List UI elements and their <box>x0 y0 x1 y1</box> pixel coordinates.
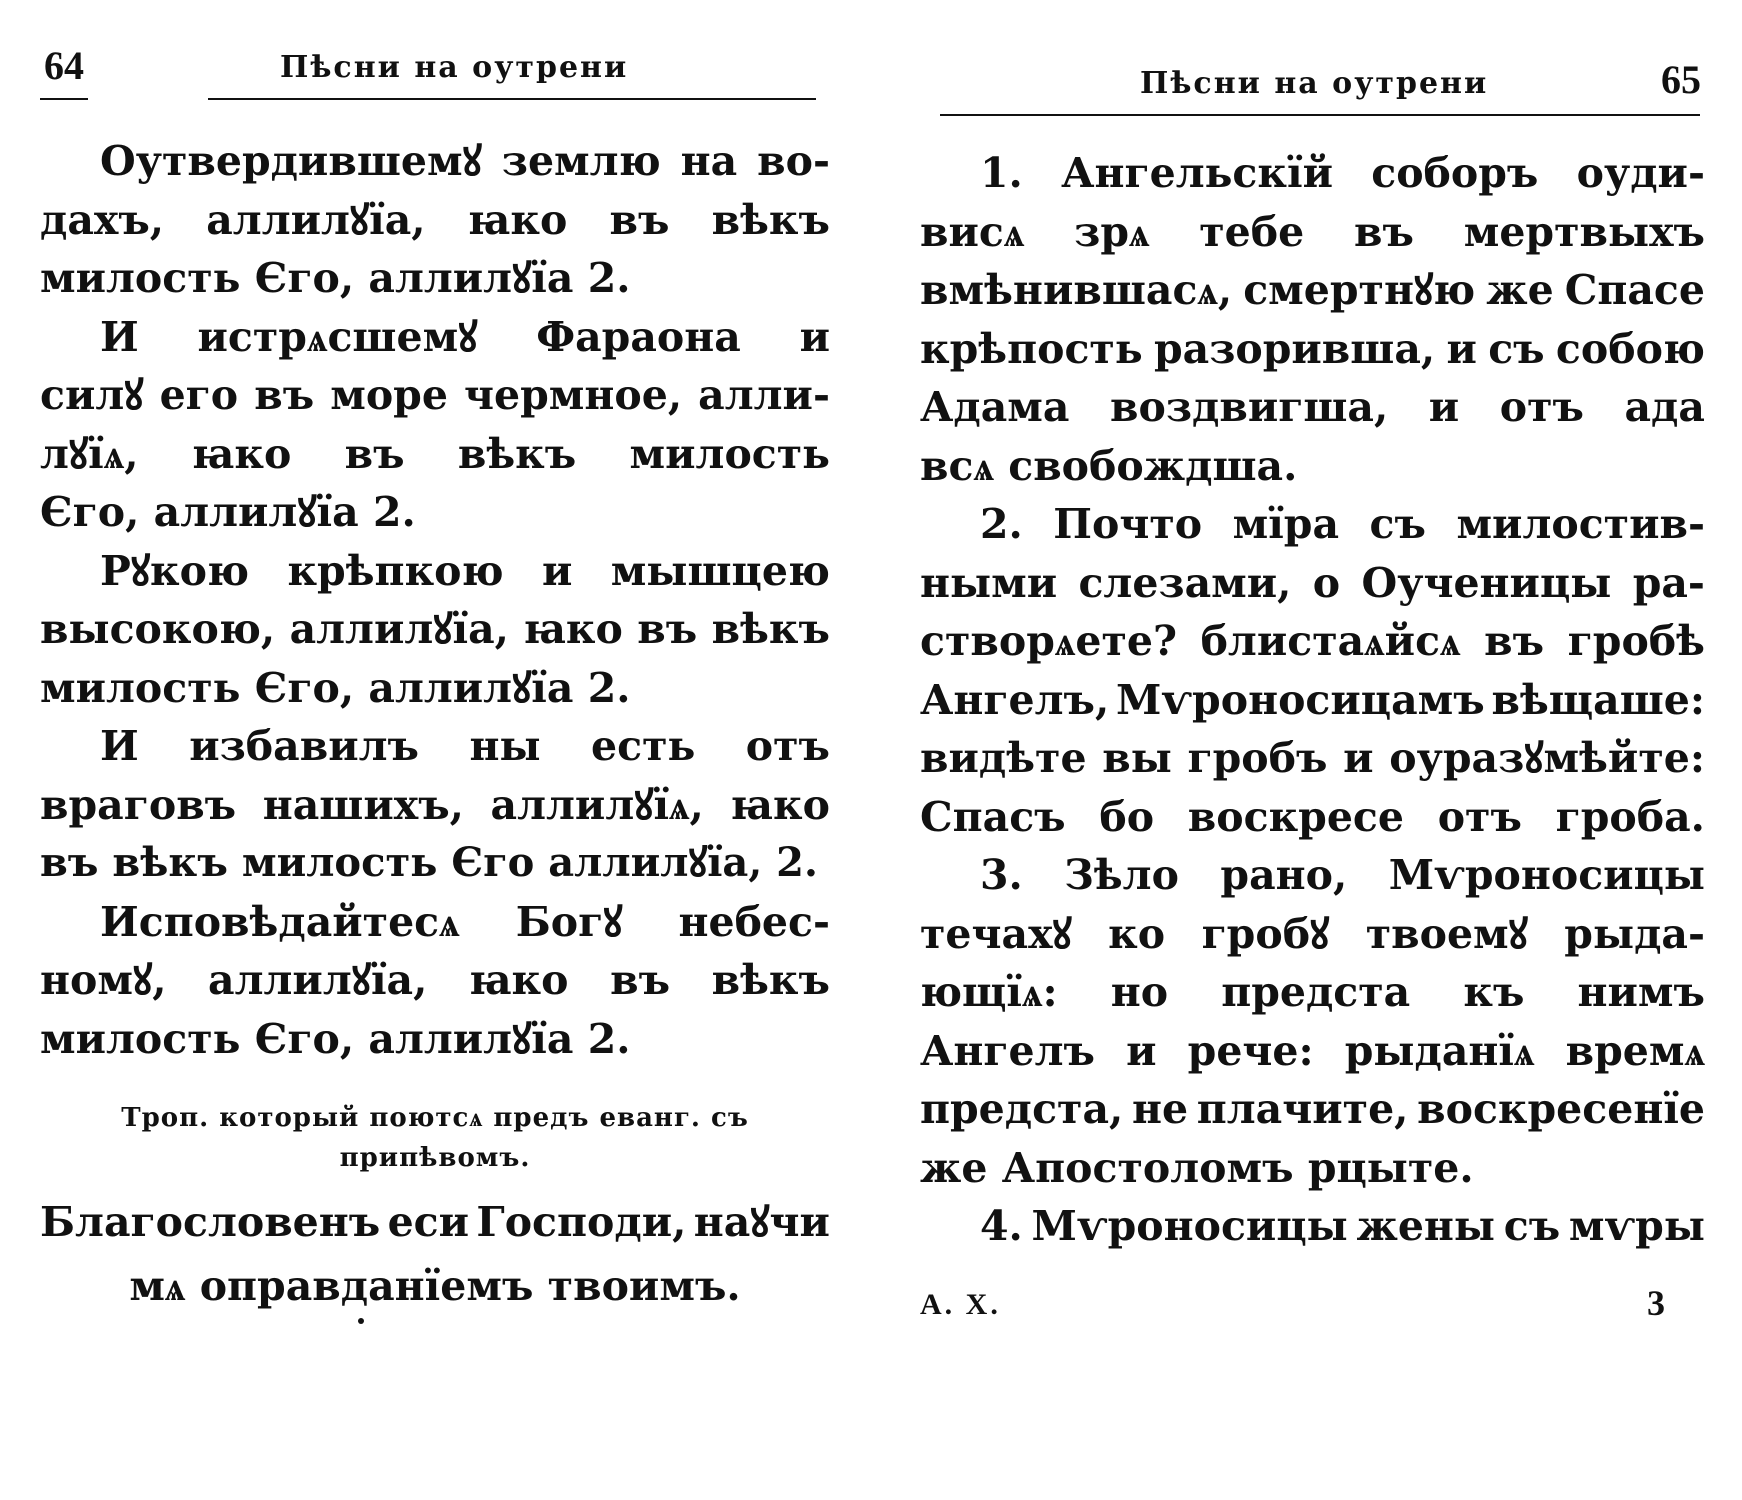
word: на <box>680 137 738 185</box>
word: рыда- <box>1564 909 1705 958</box>
word: милостив- <box>1456 500 1705 548</box>
word: гробꙋ <box>1201 909 1330 958</box>
text-line-content: всѧ свобождша. <box>920 441 1298 490</box>
word: нимъ <box>1577 968 1705 1016</box>
word: предста <box>1221 968 1411 1016</box>
text-line <box>920 846 1705 905</box>
text-line-content <box>40 191 830 250</box>
word: смертнꙋю <box>1243 266 1476 314</box>
text-line <box>920 905 1705 964</box>
text-line-content <box>100 893 830 952</box>
word: Мѵроносицамъ <box>1115 675 1485 724</box>
text-line-content <box>40 776 830 835</box>
word: номꙋ, <box>40 956 167 1004</box>
text-line-content <box>40 366 830 425</box>
word: вѣщаше: <box>1491 675 1705 724</box>
word: съ <box>1503 1202 1561 1250</box>
word: и <box>1343 734 1374 782</box>
text-line-content <box>40 1190 830 1254</box>
word: лꙋїѧ, <box>40 429 139 478</box>
text-line-content: милость Єго, аллилꙋїа 2. <box>40 254 631 302</box>
printer-dot <box>358 1318 364 1324</box>
word: въ <box>254 371 315 419</box>
word: есть <box>591 722 696 770</box>
word: ꙗко <box>730 780 830 829</box>
word: бо <box>1099 792 1155 841</box>
word: разорившa, <box>1153 324 1436 373</box>
word: и <box>1428 383 1460 431</box>
text-line <box>920 261 1705 320</box>
text-line-content <box>920 1022 1705 1081</box>
text-line <box>40 600 830 659</box>
text-line-content <box>920 905 1705 964</box>
word: аллилꙋїа, <box>208 956 428 1004</box>
word: течахꙋ <box>920 909 1072 958</box>
word: чермное, <box>464 371 683 419</box>
word: Благословенъ <box>40 1198 381 1246</box>
word: Господи, <box>476 1198 687 1246</box>
word: зрѧ <box>1074 207 1150 256</box>
word: Оученицы <box>1361 558 1612 607</box>
text-line <box>40 366 830 425</box>
right-page <box>920 0 1705 1500</box>
text-line-content: мѧ оправданїемъ твоимъ. <box>129 1262 741 1310</box>
text-line-content <box>100 717 830 776</box>
word: милость <box>629 429 830 478</box>
word: рече: <box>1187 1026 1314 1075</box>
word: въ <box>637 605 698 653</box>
text-line-content <box>920 320 1705 379</box>
text-line-content <box>920 1080 1705 1139</box>
word: Спасъ <box>920 792 1066 841</box>
word: въ <box>1484 617 1545 665</box>
text-line-content <box>920 963 1705 1022</box>
word: предста, <box>920 1085 1124 1133</box>
text-line <box>920 144 1705 203</box>
word: ꙗко <box>468 956 569 1004</box>
word: море <box>330 371 448 419</box>
text-line-content <box>920 203 1705 262</box>
word: Мѵроносицы <box>1031 1202 1348 1250</box>
word: ра- <box>1632 558 1705 607</box>
text-line <box>920 1022 1705 1081</box>
word: мїра <box>1232 500 1340 548</box>
word: видѣте <box>920 734 1087 782</box>
word: во- <box>757 137 830 185</box>
word: небес- <box>678 897 830 946</box>
word: и <box>1126 1026 1157 1075</box>
text-line <box>40 1010 830 1069</box>
word: Рꙋкою <box>100 546 250 595</box>
text-line-content: милость Єго, аллилꙋїа 2. <box>40 1014 631 1063</box>
word: крѣпость <box>920 324 1143 373</box>
text-line <box>40 132 830 191</box>
troparion-rubric <box>80 1098 790 1178</box>
word: еси <box>387 1198 470 1246</box>
word: 1. <box>980 149 1023 197</box>
text-line-content: милость Єго, аллилꙋїа 2. <box>40 663 631 712</box>
text-line <box>920 671 1705 730</box>
word: 2. <box>980 500 1023 548</box>
word: гроба. <box>1555 792 1705 841</box>
sheet-number: 3 <box>1647 1283 1665 1323</box>
word: мышцею <box>610 546 830 595</box>
text-line-content <box>920 788 1705 847</box>
left-body-text <box>40 132 830 1068</box>
word: въ <box>1354 207 1414 256</box>
text-line-content <box>920 671 1705 730</box>
word: Фараона <box>536 312 741 361</box>
word: съ <box>1488 324 1545 373</box>
word: мертвыхъ <box>1463 207 1705 256</box>
rubric-line: Троп. который поютсѧ предъ еванг. съ <box>121 1103 749 1133</box>
word: его <box>159 371 239 419</box>
word: оуди- <box>1576 149 1705 197</box>
word: собою <box>1555 324 1705 373</box>
word: избавилъ <box>189 722 419 770</box>
left-page <box>40 0 830 1500</box>
text-line <box>920 788 1705 847</box>
text-line <box>40 893 830 952</box>
text-line-content <box>100 542 830 601</box>
word: 4. <box>980 1202 1023 1250</box>
word: не <box>1131 1085 1189 1133</box>
word: Исповѣдайтесѧ <box>100 897 460 946</box>
text-line-content <box>40 600 830 659</box>
word: Мѵроносицы <box>1388 851 1705 899</box>
word: Ангельскїй <box>1061 149 1333 197</box>
word: ны <box>469 722 541 770</box>
word: створѧете? <box>920 617 1177 665</box>
word: времѧ <box>1565 1026 1705 1075</box>
right-body-text <box>920 144 1705 1256</box>
text-line-content <box>980 495 1705 554</box>
text-line <box>40 834 830 893</box>
text-line <box>920 1080 1705 1139</box>
word: ꙗко <box>191 429 292 478</box>
word: отъ <box>745 722 830 770</box>
word: И <box>100 312 139 361</box>
text-line <box>40 483 830 542</box>
word: Зѣло <box>1064 851 1179 899</box>
word: воскресенїе <box>1417 1085 1705 1133</box>
word: съ <box>1369 500 1426 548</box>
word: вмѣнившасѧ, <box>920 266 1233 314</box>
word: алли- <box>698 371 830 419</box>
text-line-content <box>980 144 1705 203</box>
word: въ <box>609 195 670 244</box>
word: блистаѧйсѧ <box>1200 617 1461 665</box>
word: Оутвердившемꙋ <box>100 137 482 185</box>
text-line <box>40 425 830 484</box>
word: ада <box>1624 383 1705 431</box>
word: враговъ <box>40 780 237 829</box>
word: отъ <box>1499 383 1584 431</box>
right-footer <box>920 1282 1705 1328</box>
word: воздвигша, <box>1110 383 1389 431</box>
word: гробъ <box>1187 734 1328 782</box>
text-line <box>920 554 1705 613</box>
left-running-head <box>40 42 830 102</box>
text-line-content: Єго, аллилꙋїа 2. <box>40 488 416 536</box>
text-line <box>40 249 830 308</box>
word: Адама <box>920 383 1070 431</box>
text-line <box>40 951 830 1010</box>
text-line <box>920 1197 1705 1256</box>
text-line <box>920 729 1705 788</box>
left-head-rule <box>208 98 816 100</box>
word: аллилꙋїѧ, <box>490 780 704 829</box>
word: висѧ <box>920 207 1025 256</box>
text-line <box>40 659 830 718</box>
word: истрѧсшемꙋ <box>197 312 478 361</box>
word: Ангелъ, <box>920 675 1110 724</box>
left-running-head-title: Пѣсни на оутрени <box>280 50 629 85</box>
word: Почто <box>1053 500 1203 548</box>
word: высокою, <box>40 605 276 653</box>
text-line <box>920 612 1705 671</box>
word: воскресе <box>1187 792 1404 841</box>
word: Спасе <box>1564 266 1705 314</box>
text-line-content <box>40 951 830 1010</box>
text-line <box>40 776 830 835</box>
word: въ <box>610 956 671 1004</box>
word: отъ <box>1437 792 1522 841</box>
word: аллилꙋїа, <box>289 605 509 653</box>
text-line-content <box>920 612 1705 671</box>
troparion-text <box>40 1190 830 1318</box>
text-line-content <box>920 378 1705 437</box>
word: аллилꙋїа, <box>206 195 426 244</box>
word: вы <box>1102 734 1172 782</box>
text-line-content <box>980 1197 1705 1256</box>
word: и <box>541 546 573 595</box>
word: къ <box>1463 968 1525 1016</box>
text-line-content: въ вѣкъ милость Єго аллилꙋїа, 2. <box>40 839 818 886</box>
word: вѣкъ <box>711 195 830 244</box>
right-running-head <box>920 42 1705 102</box>
right-page-number: 65 <box>1661 57 1701 102</box>
text-line <box>40 717 830 776</box>
word: тебе <box>1199 207 1305 256</box>
word: гробѣ <box>1567 617 1705 665</box>
word: Богꙋ <box>515 897 623 946</box>
text-line <box>920 495 1705 554</box>
text-line <box>920 1139 1705 1198</box>
text-line <box>920 203 1705 262</box>
word: вѣкъ <box>457 429 577 478</box>
word: вѣкъ <box>711 605 830 653</box>
word: силꙋ <box>40 371 144 419</box>
word: и <box>1446 324 1477 373</box>
right-running-head-title: Пѣсни на оутрени <box>1140 66 1489 101</box>
text-line-content <box>920 729 1705 788</box>
text-line <box>920 963 1705 1022</box>
word: И <box>100 722 139 770</box>
word: рыданїѧ <box>1344 1026 1535 1075</box>
word: крѣпкою <box>287 546 504 595</box>
text-line-content <box>100 132 830 191</box>
text-line <box>920 320 1705 379</box>
text-line <box>920 378 1705 437</box>
rubric-line: припѣвомъ. <box>339 1143 531 1173</box>
word: ющїѧ: <box>920 968 1058 1016</box>
word: же <box>1486 266 1554 314</box>
word: соборъ <box>1371 149 1539 197</box>
word: землю <box>501 137 661 185</box>
text-line <box>40 191 830 250</box>
word: Ангелъ <box>920 1026 1095 1075</box>
word: дахъ, <box>40 195 165 244</box>
text-line-content <box>40 425 830 484</box>
word: плачите, <box>1196 1085 1409 1133</box>
text-line-content <box>920 554 1705 613</box>
word: рано, <box>1220 851 1348 899</box>
word: ꙗко <box>523 605 623 653</box>
text-line <box>40 308 830 367</box>
word: и <box>799 312 830 361</box>
word: но <box>1110 968 1169 1016</box>
signature-mark: А. Х. <box>920 1288 1001 1321</box>
word: нашихъ, <box>262 780 464 829</box>
text-line <box>40 1254 830 1318</box>
word: мѵры <box>1568 1202 1705 1250</box>
word: ными <box>920 558 1058 607</box>
word: 3. <box>980 851 1023 899</box>
word: жены <box>1356 1202 1496 1250</box>
left-page-number: 64 <box>44 43 84 88</box>
word: наꙋчи <box>693 1198 830 1246</box>
text-line-content <box>920 261 1705 320</box>
right-head-rule <box>940 114 1700 116</box>
word: твоемꙋ <box>1365 909 1528 958</box>
text-line <box>40 542 830 601</box>
text-line-content <box>980 846 1705 905</box>
text-line-content <box>100 308 830 367</box>
text-line-content: же Апостоломъ рцыте. <box>920 1143 1474 1192</box>
word: слезами, <box>1078 558 1292 607</box>
word: ꙗко <box>467 195 568 244</box>
word: оуразꙋмѣйте: <box>1389 734 1705 782</box>
left-head-rule-short <box>40 98 88 100</box>
word: ко <box>1108 909 1166 958</box>
text-line <box>920 437 1705 496</box>
text-line <box>40 1190 830 1254</box>
word: въ <box>344 429 405 478</box>
word: вѣкъ <box>711 956 830 1004</box>
word: о <box>1312 558 1341 607</box>
